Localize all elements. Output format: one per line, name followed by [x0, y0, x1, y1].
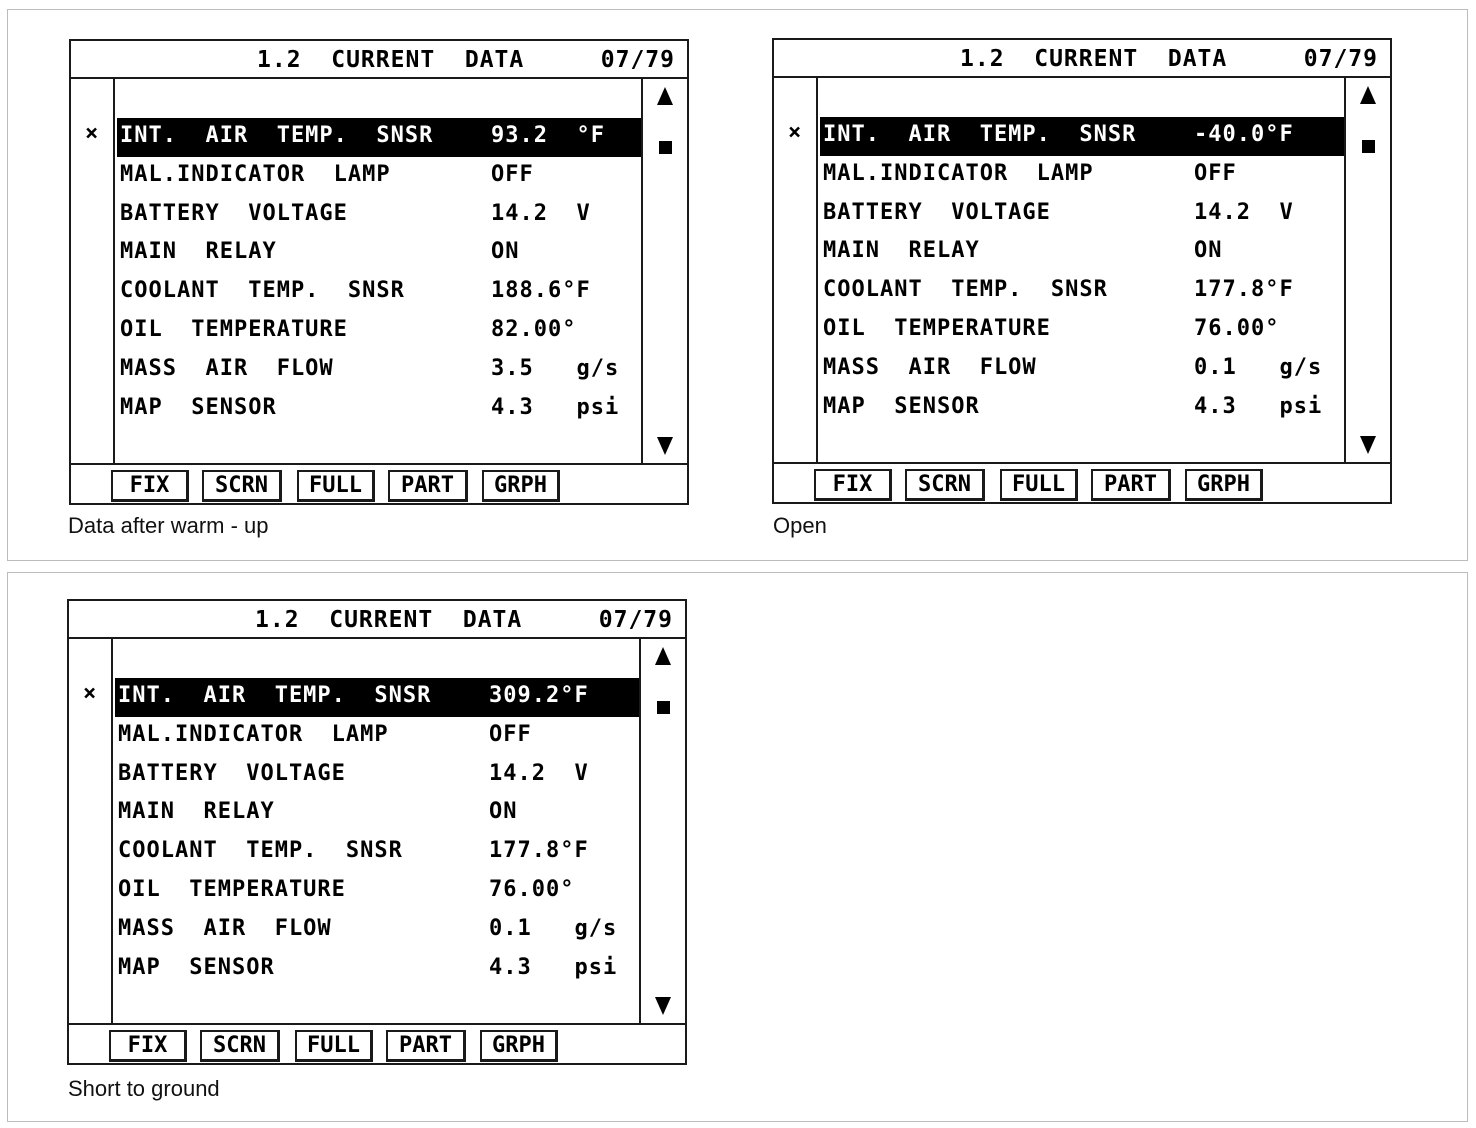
- full-button[interactable]: FULL: [295, 1030, 373, 1062]
- scroll-down-icon[interactable]: [655, 997, 671, 1015]
- fix-button[interactable]: FIX: [814, 469, 892, 501]
- data-row-mass-air-flow[interactable]: [117, 351, 643, 390]
- scrn-button[interactable]: SCRN: [200, 1030, 280, 1062]
- page-indicator: 07/79: [1303, 46, 1378, 72]
- grph-button[interactable]: GRPH: [1185, 469, 1263, 501]
- row-label: MASS AIR FLOW: [120, 355, 334, 381]
- data-row-coolant-temp[interactable]: [117, 273, 643, 312]
- row-value: ON: [1194, 238, 1223, 264]
- row-value: 4.3 psi: [489, 954, 618, 980]
- row-value: 3.5 g/s: [491, 355, 620, 381]
- data-row-map-sensor[interactable]: [115, 950, 641, 989]
- scan-tool-screen-warm-up: [69, 39, 689, 505]
- row-label: OIL TEMPERATURE: [118, 876, 346, 902]
- row-value: OFF: [489, 721, 532, 747]
- row-value: 76.00°: [1194, 315, 1280, 341]
- row-value: -40.0°F: [1194, 122, 1294, 147]
- row-label: MAP SENSOR: [823, 393, 980, 419]
- data-row-battery-voltage[interactable]: [115, 756, 641, 795]
- data-list: [117, 118, 643, 428]
- row-value: 82.00°: [491, 316, 577, 342]
- row-label: COOLANT TEMP. SNSR: [118, 838, 403, 864]
- data-row-mil-lamp[interactable]: [820, 156, 1346, 195]
- screen-title: 1.2 CURRENT DATA: [960, 46, 1228, 72]
- scroll-up-icon[interactable]: [655, 647, 671, 665]
- data-row-oil-temp[interactable]: [820, 311, 1346, 350]
- row-label: INT. AIR TEMP. SNSR: [823, 122, 1137, 147]
- screen-title-bar: [774, 40, 1390, 78]
- row-value: 4.3 psi: [1194, 393, 1323, 419]
- data-list: [820, 117, 1346, 427]
- row-label: BATTERY VOLTAGE: [118, 760, 346, 786]
- fix-button[interactable]: FIX: [111, 470, 189, 502]
- data-row-map-sensor[interactable]: [820, 389, 1346, 428]
- row-value: 0.1 g/s: [489, 915, 618, 941]
- caption-open: Open: [773, 513, 827, 538]
- row-value: OFF: [491, 161, 534, 187]
- row-value: 4.3 psi: [491, 394, 620, 420]
- row-label: MAL.INDICATOR LAMP: [823, 160, 1094, 186]
- scrollbar[interactable]: [1344, 78, 1390, 462]
- selection-marker-icon: ×: [83, 681, 97, 706]
- full-button[interactable]: FULL: [297, 470, 375, 502]
- data-row-coolant-temp[interactable]: [820, 272, 1346, 311]
- selection-marker-icon: ×: [85, 121, 99, 146]
- scan-tool-screen-short-to-ground: [67, 599, 687, 1065]
- row-label: MAP SENSOR: [120, 394, 277, 420]
- row-label: BATTERY VOLTAGE: [823, 199, 1051, 225]
- row-value: 14.2 V: [491, 200, 591, 226]
- row-label: MAIN RELAY: [120, 239, 277, 265]
- row-label: MAL.INDICATOR LAMP: [120, 161, 391, 187]
- data-row-main-relay[interactable]: [820, 233, 1346, 272]
- data-row-main-relay[interactable]: [117, 234, 643, 273]
- scroll-thumb[interactable]: [659, 141, 672, 154]
- row-label: OIL TEMPERATURE: [823, 315, 1051, 341]
- data-row-mil-lamp[interactable]: [115, 717, 641, 756]
- row-label: COOLANT TEMP. SNSR: [120, 278, 405, 304]
- data-row-oil-temp[interactable]: [115, 872, 641, 911]
- page-indicator: 07/79: [600, 47, 675, 73]
- data-row-int-air-temp[interactable]: [820, 117, 1346, 156]
- screen-title-bar: [69, 601, 685, 639]
- scroll-up-icon[interactable]: [657, 87, 673, 105]
- row-label: OIL TEMPERATURE: [120, 316, 348, 342]
- row-label: MAIN RELAY: [118, 799, 275, 825]
- row-value: ON: [489, 799, 518, 825]
- data-row-int-air-temp[interactable]: [117, 118, 643, 157]
- row-value: 188.6°F: [491, 278, 591, 304]
- data-row-int-air-temp[interactable]: [115, 678, 641, 717]
- row-label: BATTERY VOLTAGE: [120, 200, 348, 226]
- scroll-down-icon[interactable]: [1360, 436, 1376, 454]
- caption-warm-up: Data after warm - up: [68, 513, 269, 538]
- scroll-up-icon[interactable]: [1360, 86, 1376, 104]
- part-button[interactable]: PART: [386, 1030, 466, 1062]
- row-label: INT. AIR TEMP. SNSR: [120, 123, 434, 148]
- row-label: MASS AIR FLOW: [118, 915, 332, 941]
- screen-title: 1.2 CURRENT DATA: [255, 607, 523, 633]
- data-row-battery-voltage[interactable]: [117, 196, 643, 235]
- row-label: MASS AIR FLOW: [823, 354, 1037, 380]
- page-indicator: 07/79: [598, 607, 673, 633]
- scan-tool-screen-open: [772, 38, 1392, 504]
- scrollbar[interactable]: [641, 79, 687, 463]
- data-row-main-relay[interactable]: [115, 794, 641, 833]
- fix-button[interactable]: FIX: [109, 1030, 187, 1062]
- row-value: ON: [491, 239, 520, 265]
- scroll-thumb[interactable]: [1362, 140, 1375, 153]
- scroll-down-icon[interactable]: [657, 437, 673, 455]
- grph-button[interactable]: GRPH: [482, 470, 560, 502]
- part-button[interactable]: PART: [1091, 469, 1171, 501]
- part-button[interactable]: PART: [388, 470, 468, 502]
- function-button-bar: [69, 1023, 685, 1063]
- data-row-battery-voltage[interactable]: [820, 195, 1346, 234]
- function-button-bar: [774, 462, 1390, 502]
- data-row-mil-lamp[interactable]: [117, 157, 643, 196]
- row-value: 14.2 V: [489, 760, 589, 786]
- caption-short-to-ground: Short to ground: [68, 1076, 220, 1101]
- row-value: 309.2°F: [489, 683, 589, 708]
- row-value: 177.8°F: [1194, 277, 1294, 303]
- screen-title-bar: [71, 41, 687, 79]
- row-value: OFF: [1194, 160, 1237, 186]
- data-row-coolant-temp[interactable]: [115, 833, 641, 872]
- row-value: 0.1 g/s: [1194, 354, 1323, 380]
- row-value: 14.2 V: [1194, 199, 1294, 225]
- scroll-thumb[interactable]: [657, 701, 670, 714]
- selection-marker-icon: ×: [788, 120, 802, 145]
- row-label: COOLANT TEMP. SNSR: [823, 277, 1108, 303]
- screen-title: 1.2 CURRENT DATA: [257, 47, 525, 73]
- function-button-bar: [71, 463, 687, 503]
- scrollbar[interactable]: [639, 639, 685, 1023]
- scrn-button[interactable]: SCRN: [905, 469, 985, 501]
- data-list: [115, 678, 641, 988]
- scrn-button[interactable]: SCRN: [202, 470, 282, 502]
- row-value: 93.2 °F: [491, 123, 605, 148]
- row-label: MAP SENSOR: [118, 954, 275, 980]
- data-row-oil-temp[interactable]: [117, 312, 643, 351]
- data-row-map-sensor[interactable]: [117, 390, 643, 429]
- row-label: MAIN RELAY: [823, 238, 980, 264]
- row-label: INT. AIR TEMP. SNSR: [118, 683, 432, 708]
- row-label: MAL.INDICATOR LAMP: [118, 721, 389, 747]
- data-row-mass-air-flow[interactable]: [820, 350, 1346, 389]
- grph-button[interactable]: GRPH: [480, 1030, 558, 1062]
- row-value: 76.00°: [489, 876, 575, 902]
- data-row-mass-air-flow[interactable]: [115, 911, 641, 950]
- row-value: 177.8°F: [489, 838, 589, 864]
- full-button[interactable]: FULL: [1000, 469, 1078, 501]
